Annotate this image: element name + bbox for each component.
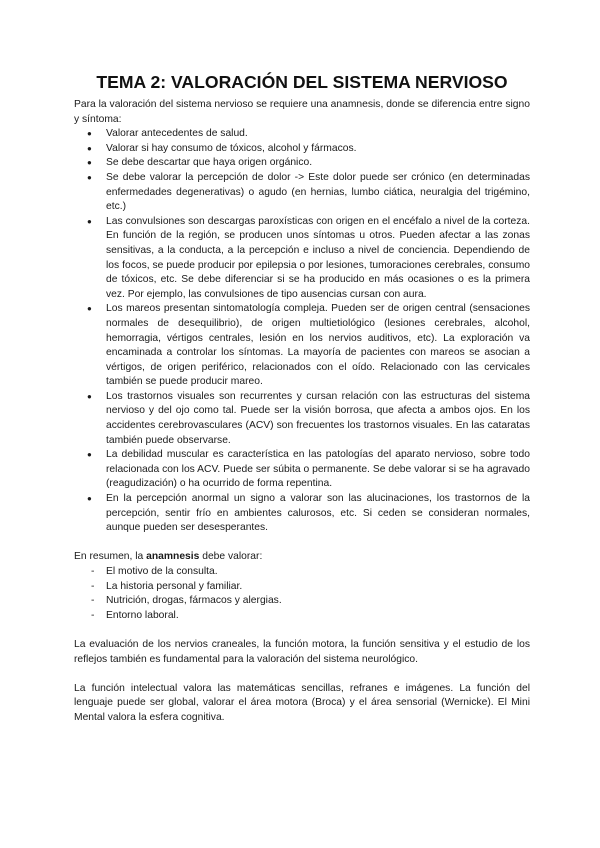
nerves-paragraph: La evaluación de los nervios craneales, la función motora, la función sensitiva y el estudio de los reflejos también es fundamental para la valoración del sistema neurológico. — [74, 638, 530, 665]
intellect-paragraph: La función intelectual valora las matemáticas sencillas, refranes e imágenes. La función del lenguaje puede ser global, valorar el área motora (Broca) y el área sensorial (Wernicke). El Mini Mental valora la esfera cognitiva. — [74, 682, 530, 723]
page-title: TEMA 2: VALORACIÓN DEL SISTEMA NERVIOSO — [96, 72, 508, 92]
intro-paragraph: Para la valoración del sistema nervioso se requiere una anamnesis, donde se diferencia entre signo y síntoma: — [74, 99, 530, 125]
list-item: ● Se debe descartar que haya origen orgánico. — [74, 156, 530, 171]
summary-paragraph — [74, 550, 530, 565]
list-item: ● Valorar antecedentes de salud. — [74, 127, 530, 142]
assessment-list — [74, 127, 530, 536]
anamnesis-list — [74, 565, 530, 623]
list-item: - El motivo de la consulta. — [74, 565, 530, 580]
summary-keyword: anamnesis — [146, 551, 200, 563]
document-page — [74, 72, 530, 726]
list-item: ● En la percepción anormal un signo a valorar son las alucinaciones, los trastornos de la percepción, sentir frío en ambientes calurosos, etc. Si ceden se consideran normales, aunque pueden ser desesperantes. — [74, 492, 530, 536]
list-item: ● Valorar si hay consumo de tóxicos, alcohol y fármacos. — [74, 142, 530, 157]
list-item: - Entorno laboral. — [74, 609, 530, 624]
list-item: - Nutrición, drogas, fármacos y alergias. — [74, 594, 530, 609]
list-item: ● Las convulsiones son descargas paroxísticas con origen en el encéfalo a nivel de la corteza. En función de la región, se producen unos síntomas u otros. Pueden afectar a las zonas sensitivas, a la conducta, a la percepción e incluso a nivel de conciencia. Dependiendo de los focos, se puede producir por epilepsia o por lesiones, tumoraciones cerebrales, consumo de tóxicos, etc. Se debe diferenciar si se ha producido en más ocasiones o es la primera vez. Por ejemplo, las convulsiones de tipo ausencias cursan con aura. — [74, 215, 530, 303]
list-item: ● Se debe valorar la percepción de dolor -> Este dolor puede ser crónico (en determinadas enfermedades degenerativas) o agudo (en hernias, lumbo ciática, neuralgia del trigémino, etc.) — [74, 171, 530, 215]
summary-prefix: En resumen, la — [74, 551, 147, 563]
summary-suffix: debe valorar: — [199, 551, 263, 563]
list-item: ● La debilidad muscular es característica en las patologías del aparato nervioso, sobre todo relacionada con los ACV. Puede ser súbita o permanente. Se debe valorar si se ha agravado (reagudización) o ha ocurrido de forma repentina. — [74, 448, 530, 492]
list-item: ● Los mareos presentan sintomatología compleja. Pueden ser de origen central (sensaciones normales de desequilibrio), de origen multietiológico (lesiones cerebrales, alcohol, hemorragia, vértigos centrales, lesión en los nervios auditivos, etc). La exploración va encaminada a controlar los síntomas. La mayoría de pacientes con mareos se asocian a vértigos, de origen periférico, relacionados con el oído. Relacionado con las cervicales también se puede producir mareo. — [74, 302, 530, 390]
list-item: ● Los trastornos visuales son recurrentes y cursan relación con las estructuras del sistema nervioso y del ojo como tal. Puede ser la visión borrosa, que afecta a ambos ojos. En los accidentes cerebrovasculares (ACV) son frecuentes los trastornos visuales. En las cataratas también puede observarse. — [74, 390, 530, 448]
list-item: - La historia personal y familiar. — [74, 580, 530, 595]
